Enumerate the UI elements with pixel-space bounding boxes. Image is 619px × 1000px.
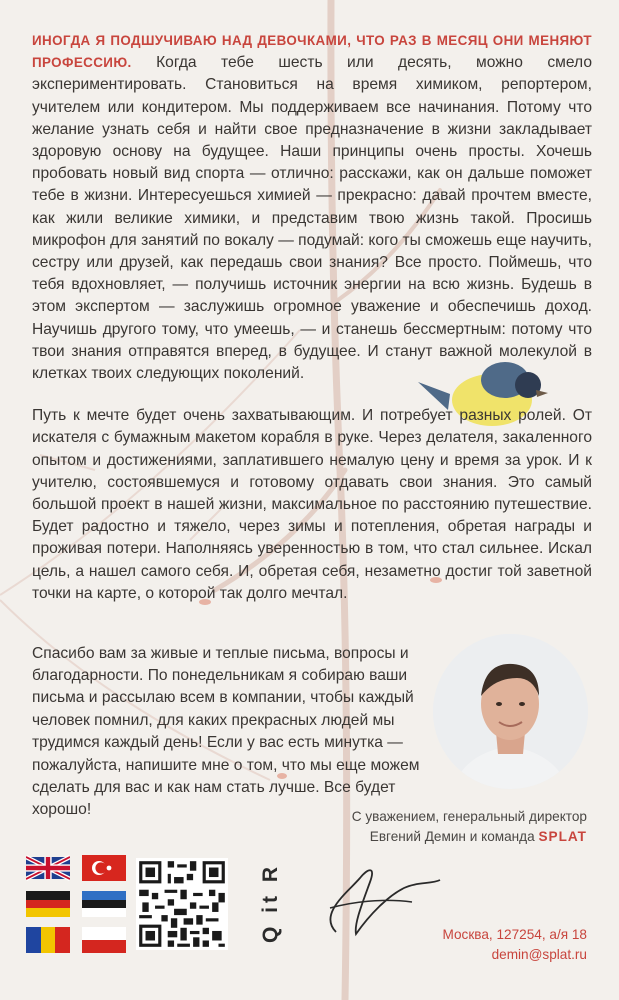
signature-line-2: [352, 827, 587, 847]
letter-body: [32, 30, 592, 625]
brand-name: SPLAT: [538, 829, 587, 844]
signature-block: [352, 807, 587, 847]
poland-flag-icon[interactable]: [82, 927, 126, 953]
paragraph-3: Спасибо вам за живые и теплые письма, вопросы и благодарности. По понедельникам я собираю ваши письма и рассылаю всем в компании, чтобы каждый человек помнил, для каких прекрасных людей мы трудимся каждый день! Если у вас есть минутка — пожалуйста, напишите мне о том, что мы еще можем сделать для вас и как нам стать лучше. Все будет хорошо!: [32, 644, 420, 819]
paragraph-1-text: Когда тебе шесть или десять, можно смело экспериментировать. Становиться на время химиком, репортером, учителем или кондитером. Мы поддерживаем все начинания. Потому что желание узнать себя и найти свое предназначение в жизни закладывает здоровую основу на будущее. Наши принципы очень просты. Хочешь пробовать новый вид спорта — отлично: расскажи, как он дальше поможет тебе в жизни. Интересуешься химией — прекрасно: давай прочтем вместе, как жили великие химики, и представим твою жизнь такой. Просишь микрофон для занятий по вокалу — подумай: кого ты сможешь еще научить, сестру или друзей, как передашь свои знания? Все просто. Поймешь, что тебя вдохновляет, — получишь источник энергии на всю жизнь. Будешь в этом экспертом — заслужишь огромное уважение и обеспечишь доход. Научишь другого тому, что умеешь, — и станешь бессмертным: потому что твои знания отправятся вперед, в будущее. И станут важной молекулой в клетках твоих следующих поколений.: [32, 54, 592, 383]
turkey-flag-icon[interactable]: [82, 855, 126, 881]
signature-names: Евгений Демин и команда: [369, 829, 535, 844]
handwritten-signature: [318, 858, 442, 940]
paragraph-2: Путь к мечте будет очень захватывающим. И потребует разных ролей. От искателя с бумажным макетом корабля в руке. Через делателя, закаленного опытом и достижениями, заплатившего немалую цену и время за урок. И к учителю, состоявшемуся и готовому отдавать свои знания. Это самый большой проект в нашей жизни, максимальное по расстоянию путешествие. Будет радостно и тяжело, через зимы и потепления, обретая награды и проживая потери. Наполняясь уверенностью в том, что стал сильнее. Искал цель, а нашел самого себя. И, обретая себя, незаметно достиг той заветной точки на карте, о которой так долго мечтал.: [32, 407, 592, 602]
germany-flag-icon[interactable]: [26, 891, 70, 917]
romania-flag-icon[interactable]: [26, 927, 70, 953]
portrait-illustration: [433, 634, 588, 789]
language-flags: [26, 855, 130, 955]
estonia-flag-icon[interactable]: [82, 891, 126, 917]
paragraph-1: [32, 30, 592, 385]
email-link[interactable]: demin@splat.ru: [491, 947, 587, 962]
lead-text: ИНОГДА Я ПОДШУЧИВАЮ НАД ДЕВОЧКАМИ, ЧТО РАЗ В МЕСЯЦ ОНИ МЕНЯЮТ ПРОФЕССИЮ.: [32, 33, 592, 71]
qr-code[interactable]: [136, 858, 228, 950]
author-photo: [433, 634, 588, 789]
uk-flag-icon[interactable]: [26, 855, 70, 881]
contact-block: [443, 925, 587, 965]
qr-brand-label: Q it R: [259, 863, 282, 943]
signature-line-1: С уважением, генеральный директор: [351, 809, 587, 824]
address: Москва, 127254, а/я 18: [442, 927, 587, 942]
